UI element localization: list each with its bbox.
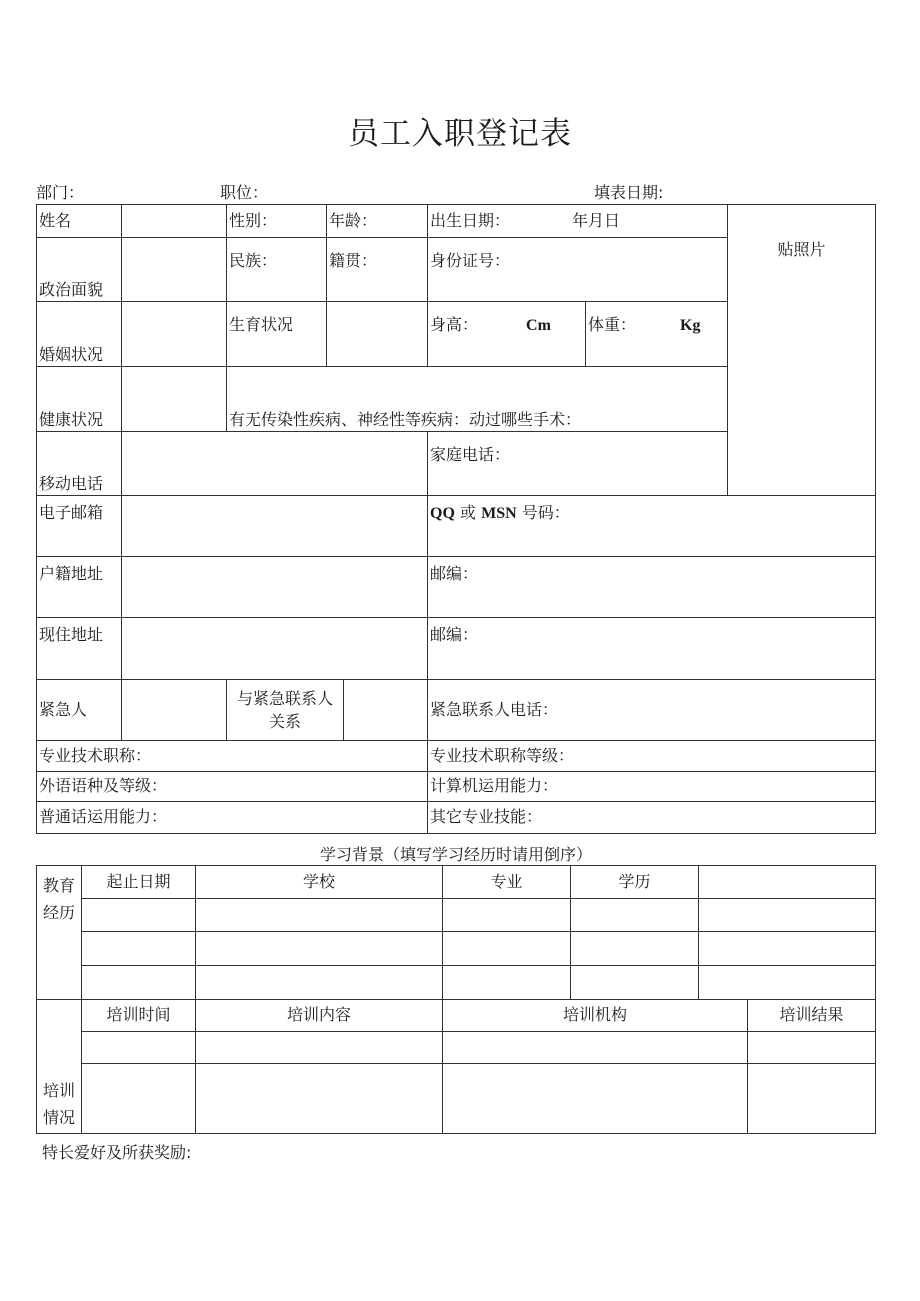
education-label [37, 866, 82, 1000]
marital-status-label: 婚姻状况 [37, 302, 122, 367]
emergency-contact-field[interactable] [122, 680, 227, 741]
name-label: 姓名 [37, 205, 122, 238]
emergency-relation-label [227, 680, 344, 741]
qq-msn-or: 或 [460, 503, 477, 522]
email-field[interactable] [122, 496, 428, 557]
birth-date-field[interactable] [428, 205, 728, 238]
training-label-line2: 情况 [42, 1107, 75, 1127]
household-postcode-field[interactable]: 邮编： [428, 557, 876, 618]
id-number-field[interactable]: 身份证号： [428, 238, 728, 302]
computer-skill-field[interactable]: 计算机运用能力： [428, 772, 876, 802]
fill-date-label: 填表日期: [594, 183, 664, 202]
education-label-line1: 教育 [42, 876, 75, 895]
education-cell[interactable] [699, 932, 876, 966]
education-col-extra [699, 866, 876, 899]
training-cell[interactable] [196, 1032, 443, 1064]
other-skills-field[interactable]: 其它专业技能： [428, 802, 876, 834]
household-address-field[interactable] [122, 557, 428, 618]
education-cell[interactable] [196, 899, 443, 932]
current-address-label: 现住地址 [37, 618, 122, 680]
msn-text: MSN [481, 505, 517, 522]
education-cell[interactable] [443, 966, 571, 1000]
training-cell[interactable] [196, 1064, 443, 1134]
qq-text: QQ [430, 505, 455, 522]
height-unit: Cm [526, 317, 551, 334]
professional-title-field[interactable]: 专业技术职称： [37, 741, 428, 772]
position-label: 职位： [220, 183, 269, 202]
ethnicity-field[interactable]: 民族： [227, 238, 327, 302]
training-cell[interactable] [82, 1064, 196, 1134]
birth-date-label: 出生日期： [430, 210, 511, 230]
current-postcode-field[interactable]: 邮编： [428, 618, 876, 680]
weight-unit: Kg [680, 317, 701, 334]
education-cell[interactable] [443, 932, 571, 966]
training-table [36, 999, 876, 1134]
qq-msn-field[interactable] [428, 496, 876, 557]
native-place-field[interactable]: 籍贯： [327, 238, 428, 302]
education-cell[interactable] [699, 966, 876, 1000]
education-cell[interactable] [443, 899, 571, 932]
fertility-status-field[interactable] [327, 302, 428, 367]
emergency-relation-field[interactable] [344, 680, 428, 741]
fertility-status-label: 生育状况 [227, 302, 327, 367]
weight-label: 体重： [588, 315, 637, 334]
education-cell[interactable] [571, 932, 699, 966]
height-label: 身高： [430, 315, 479, 334]
political-status-label: 政治面貌 [37, 238, 122, 302]
training-label-line1: 培训 [42, 1080, 75, 1100]
education-label-line2: 经历 [42, 903, 75, 923]
emergency-contact-label: 紧急人 [37, 680, 122, 741]
training-cell[interactable] [82, 1032, 196, 1064]
birth-date-unit: 年月日 [572, 210, 621, 230]
mandarin-skill-field[interactable]: 普通话运用能力： [37, 802, 428, 834]
political-status-field[interactable] [122, 238, 227, 302]
household-address-label: 户籍地址 [37, 557, 122, 618]
education-col-degree: 学历 [571, 866, 699, 899]
education-cell[interactable] [196, 932, 443, 966]
age-field[interactable]: 年龄： [327, 205, 428, 238]
training-cell[interactable] [748, 1064, 876, 1134]
email-label: 电子邮箱 [37, 496, 122, 557]
training-cell[interactable] [443, 1064, 748, 1134]
mobile-phone-field[interactable] [122, 432, 428, 496]
weight-field[interactable] [586, 302, 728, 367]
training-cell[interactable] [748, 1032, 876, 1064]
qq-msn-tail: 号码： [521, 503, 570, 522]
emergency-relation-line2: 关系 [268, 712, 301, 731]
health-status-field[interactable] [122, 367, 227, 432]
education-cell[interactable] [571, 966, 699, 1000]
education-cell[interactable] [699, 899, 876, 932]
education-cell[interactable] [571, 899, 699, 932]
training-col-result: 培训结果 [748, 1000, 876, 1032]
name-field[interactable] [122, 205, 227, 238]
education-cell[interactable] [82, 932, 196, 966]
disease-question-field[interactable]: 有无传染性疾病、神经性等疾病：动过哪些手术： [227, 367, 728, 432]
education-col-major: 专业 [443, 866, 571, 899]
education-col-date: 起止日期 [82, 866, 196, 899]
education-col-school: 学校 [196, 866, 443, 899]
hobbies-awards-label: 特长爱好及所获奖励: [42, 1143, 192, 1162]
training-col-content: 培训内容 [196, 1000, 443, 1032]
marital-status-field[interactable] [122, 302, 227, 367]
health-status-label: 健康状况 [37, 367, 122, 432]
form-title: 员工入职登记表 [348, 116, 572, 152]
emergency-phone-field[interactable]: 紧急联系人电话： [428, 680, 876, 741]
photo-box[interactable]: 贴照片 [728, 205, 876, 496]
current-address-field[interactable] [122, 618, 428, 680]
department-label: 部门： [36, 183, 85, 202]
mobile-phone-label: 移动电话 [37, 432, 122, 496]
training-cell[interactable] [443, 1032, 748, 1064]
emergency-relation-line1: 与紧急联系人 [236, 688, 333, 708]
language-level-field[interactable]: 外语语种及等级： [37, 772, 428, 802]
education-cell[interactable] [82, 966, 196, 1000]
training-label [37, 1000, 82, 1134]
professional-title-level-field[interactable]: 专业技术职称等级： [428, 741, 876, 772]
training-col-time: 培训时间 [82, 1000, 196, 1032]
education-cell[interactable] [82, 899, 196, 932]
training-col-institution: 培训机构 [443, 1000, 748, 1032]
education-caption: 学习背景（填写学习经历时请用倒序） [319, 845, 592, 864]
personal-info-table [36, 204, 876, 834]
height-field[interactable] [428, 302, 586, 367]
gender-field[interactable]: 性别： [227, 205, 327, 238]
education-cell[interactable] [196, 966, 443, 1000]
home-phone-field[interactable]: 家庭电话： [428, 432, 728, 496]
education-table [36, 865, 876, 1000]
